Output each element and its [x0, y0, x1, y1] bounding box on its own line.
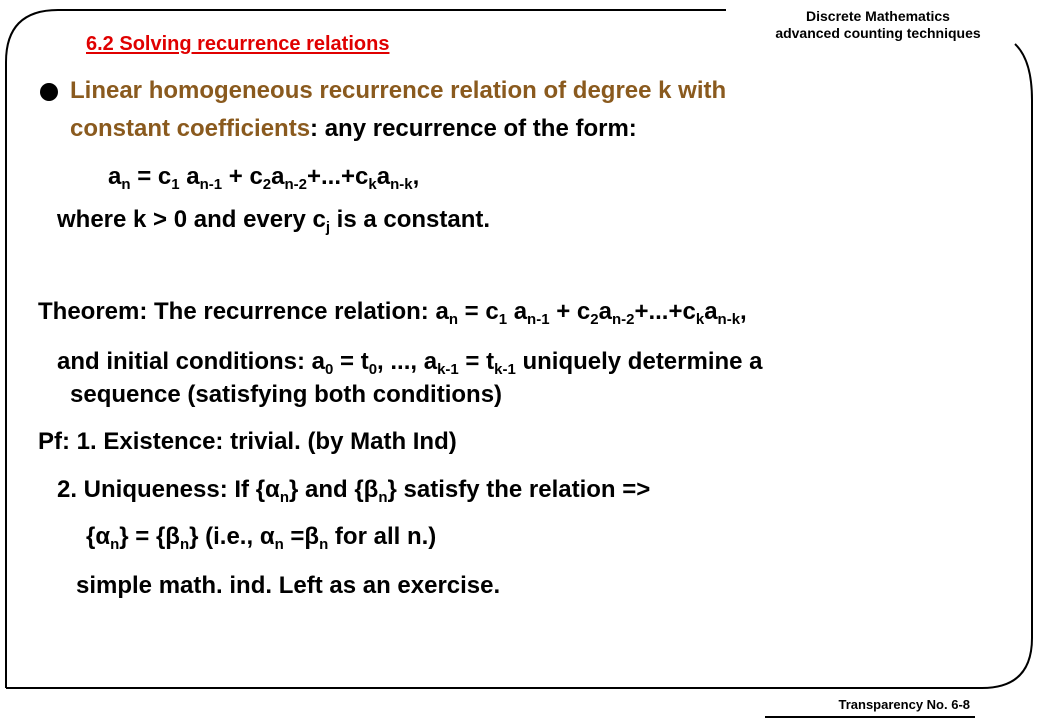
bullet-icon	[40, 83, 58, 101]
theorem-label: Theorem: The recurrence relation:	[38, 298, 436, 325]
recurrence-formula: $a_n = c_1$ $a_{n-1} + c_2a_{n-2}+...+c_ka_{n-k}$,	[108, 163, 420, 193]
definition-term: constant coefficients	[70, 115, 311, 142]
proof-line-3: $\{\alpha_n\} = \{\beta_n\}$ (i.e., $\alpha_n =\beta_n$ for all n.)	[86, 523, 437, 553]
definition-rest: : any recurrence of the form:	[310, 115, 637, 142]
where-clause: where k > 0 and every $c_j$ is a constant.	[57, 206, 491, 236]
course-title: Discrete Mathematics	[806, 8, 950, 24]
proof-line-1: Pf: 1. Existence: trivial. (by Math Ind)	[38, 428, 457, 455]
theorem-line-1: Theorem: The recurrence relation: $a_n = c_1$ $a_{n-1} + c_2a_{n-2}+...+c_ka_{n-k}$,	[38, 298, 747, 328]
definition-line-1: Linear homogeneous recurrence relation of degree k with	[70, 77, 727, 104]
proof-line-2: 2. Uniqueness: If $\{\alpha_n\}$ and $\{\beta_n\}$ satisfy the relation =>	[57, 476, 651, 506]
theorem-line-3: sequence (satisfying both conditions)	[70, 381, 503, 408]
definition-line-2	[70, 114, 637, 144]
topic-subtitle: advanced counting techniques	[775, 25, 981, 41]
theorem-line-2: and initial conditions: $a_0 = t_0$, ..., $a_{k-1} = t_{k-1}$ uniquely determine a	[57, 348, 763, 378]
proof-line-4: simple math. ind. Left as an exercise.	[76, 572, 501, 599]
transparency-number: Transparency No. 6-8	[838, 697, 970, 712]
section-title: 6.2 Solving recurrence relations	[86, 33, 390, 55]
